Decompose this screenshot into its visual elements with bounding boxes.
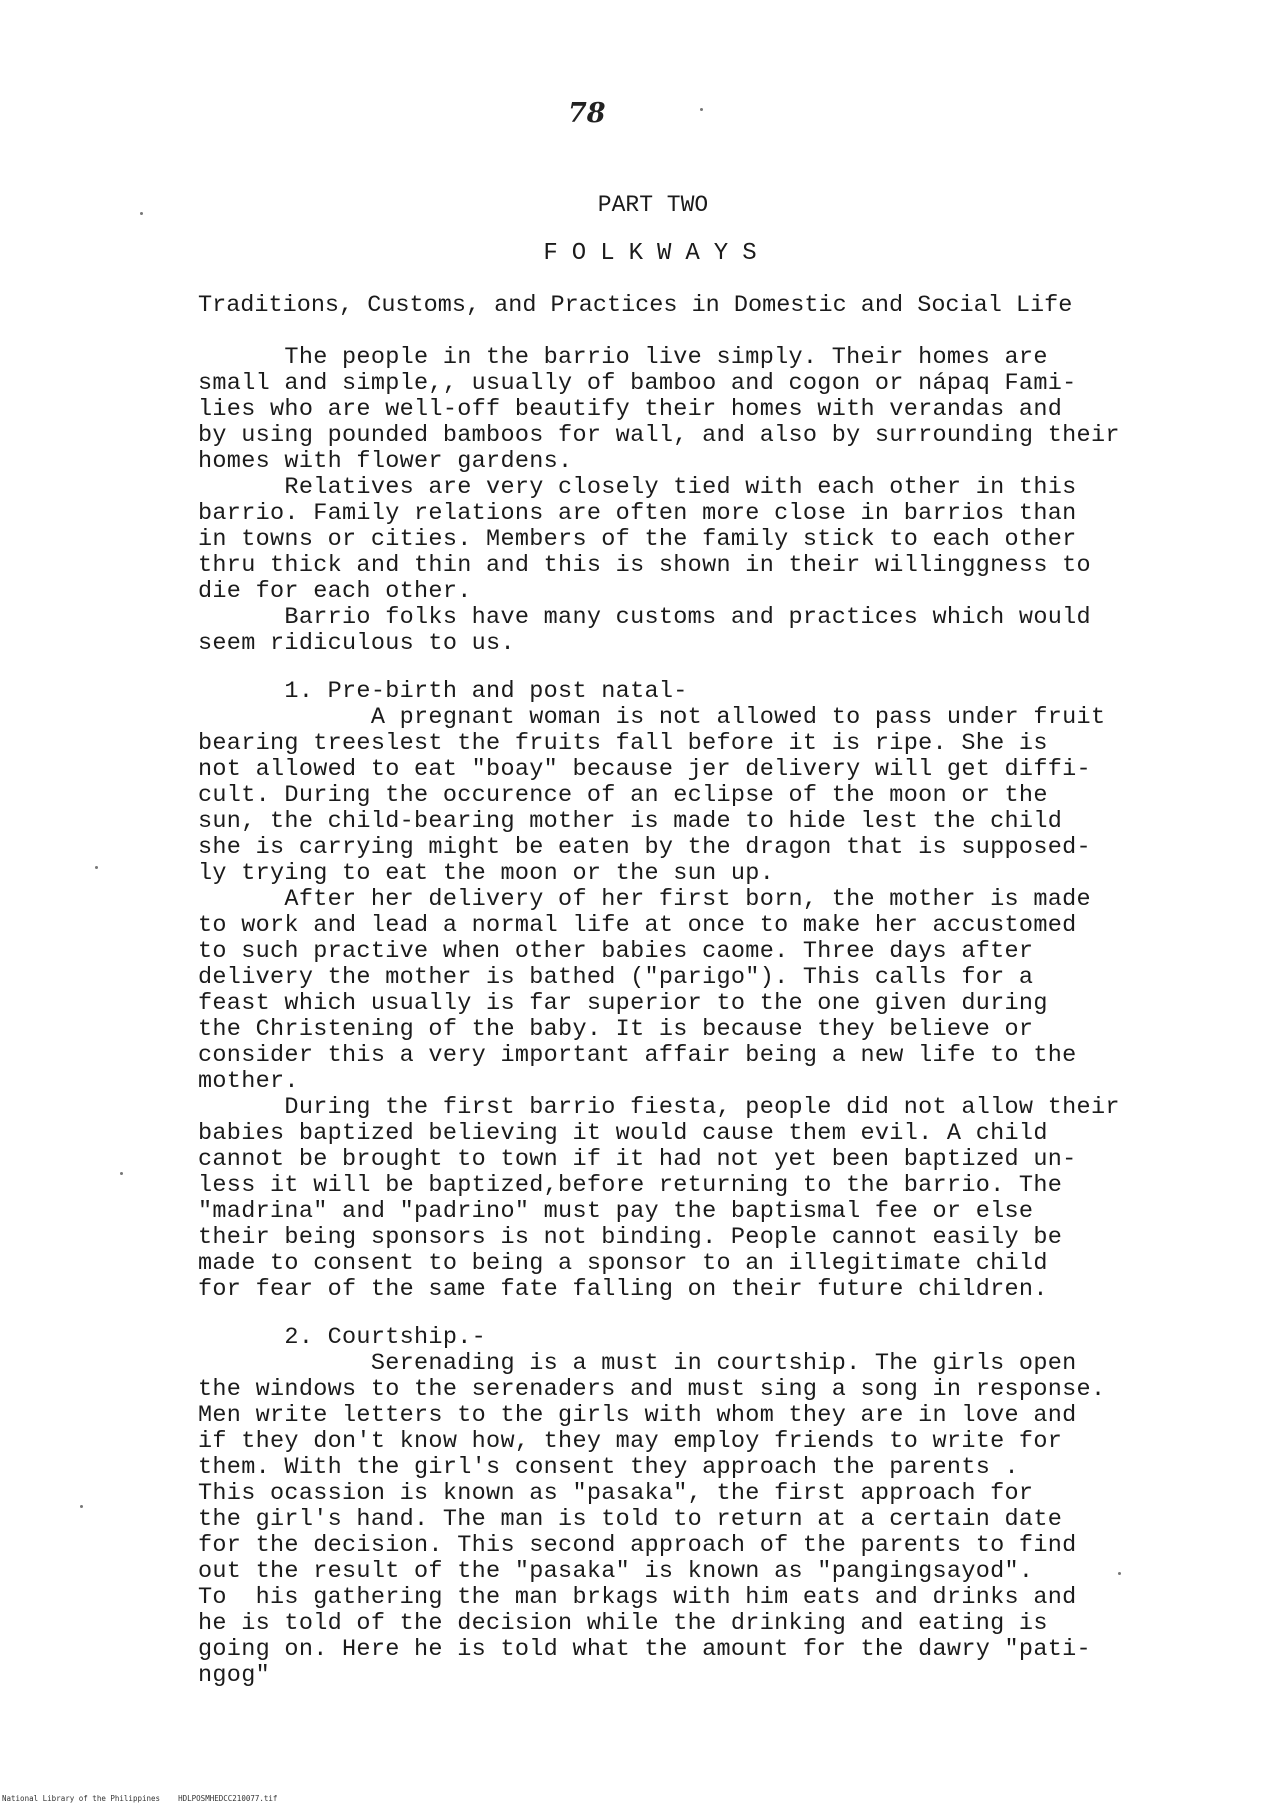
scan-speck <box>140 212 143 215</box>
scan-footer: National Library of the Philippines HDLPOSMHEDCC210077.tif <box>2 1794 278 1803</box>
body-line: out the result of the "pasaka" is known as "pangingsayod". <box>198 1558 1034 1585</box>
body-line: in towns or cities. Members of the family stick to each other <box>198 526 1077 553</box>
scan-speck <box>700 108 703 111</box>
body-line: Men write letters to the girls with whom they are in love and <box>198 1402 1077 1429</box>
body-line: cannot be brought to town if it had not yet been baptized un- <box>198 1146 1077 1173</box>
body-line: bearing treeslest the fruits fall before it is ripe. She is <box>198 730 1048 757</box>
body-line: sun, the child-bearing mother is made to hide lest the child <box>198 808 1063 835</box>
body-line: 2. Courtship.- <box>198 1324 487 1351</box>
body-line: the girl's hand. The man is told to return at a certain date <box>198 1506 1063 1533</box>
body-line: ly trying to eat the moon or the sun up. <box>198 860 775 887</box>
body-line: die for each other. <box>198 578 472 605</box>
part-heading: PART TWO <box>597 192 709 218</box>
body-line: homes with flower gardens. <box>198 448 573 475</box>
subtitle: Traditions, Customs, and Practices in Domestic and Social Life <box>198 292 1073 319</box>
body-line: if they don't know how, they may employ friends to write for <box>198 1428 1063 1455</box>
body-line: cult. During the occurence of an eclipse of the moon or the <box>198 782 1048 809</box>
body-line: 1. Pre-birth and post natal- <box>198 678 688 705</box>
body-line: Barrio folks have many customs and practices which would <box>198 604 1091 631</box>
body-line: ngog" <box>198 1662 271 1689</box>
body-line: thru thick and thin and this is shown in their willinggness to <box>198 552 1091 579</box>
body-line: During the first barrio fiesta, people did not allow their <box>198 1094 1120 1121</box>
body-line: A pregnant woman is not allowed to pass under fruit <box>198 704 1106 731</box>
body-line: This ocassion is known as "pasaka", the first approach for <box>198 1480 1034 1507</box>
body-line: mother. <box>198 1068 299 1095</box>
body-line: he is told of the decision while the drinking and eating is <box>198 1610 1048 1637</box>
body-line: To his gathering the man brkags with him eats and drinks and <box>198 1584 1077 1611</box>
body-line: Serenading is a must in courtship. The girls open <box>198 1350 1077 1377</box>
body-line: babies baptized believing it would cause them evil. A child <box>198 1120 1048 1147</box>
body-line: their being sponsors is not binding. People cannot easily be <box>198 1224 1063 1251</box>
body-line: made to consent to being a sponsor to an illegitimate child <box>198 1250 1048 1277</box>
body-line: going on. Here he is told what the amount for the dawry "pati- <box>198 1636 1091 1663</box>
page-number: 78 <box>568 98 606 129</box>
body-line: consider this a very important affair being a new life to the <box>198 1042 1077 1069</box>
body-line: Relatives are very closely tied with each other in this <box>198 474 1077 501</box>
body-line: them. With the girl's consent they approach the parents . <box>198 1454 1019 1481</box>
body-line: lies who are well-off beautify their homes with verandas and <box>198 396 1063 423</box>
scan-speck <box>1118 1572 1121 1575</box>
body-line: for the decision. This second approach of the parents to find <box>198 1532 1077 1559</box>
body-line: The people in the barrio live simply. Their homes are <box>198 344 1048 371</box>
body-line: delivery the mother is bathed ("parigo"). This calls for a <box>198 964 1034 991</box>
scan-speck <box>95 866 98 869</box>
scan-speck <box>80 1505 83 1508</box>
body-line: After her delivery of her first born, the mother is made <box>198 886 1091 913</box>
body-line: feast which usually is far superior to the one given during <box>198 990 1048 1017</box>
body-line: small and simple,, usually of bamboo and cogon or nápaq Fami- <box>198 370 1077 397</box>
body-line: to work and lead a normal life at once to make her accustomed <box>198 912 1077 939</box>
body-line: for fear of the same fate falling on their future children. <box>198 1276 1048 1303</box>
section-title: FOLKWAYS <box>543 240 771 267</box>
body-line: to such practive when other babies caome. Three days after <box>198 938 1034 965</box>
body-line: seem ridiculous to us. <box>198 630 515 657</box>
body-line: barrio. Family relations are often more close in barrios than <box>198 500 1077 527</box>
body-line: the windows to the serenaders and must sing a song in response. <box>198 1376 1106 1403</box>
body-line: by using pounded bamboos for wall, and also by surrounding their <box>198 422 1120 449</box>
body-line: the Christening of the baby. It is because they believe or <box>198 1016 1034 1043</box>
body-line: not allowed to eat "boay" because jer delivery will get diffi- <box>198 756 1091 783</box>
scan-speck <box>120 1172 123 1175</box>
body-line: "madrina" and "padrino" must pay the baptismal fee or else <box>198 1198 1034 1225</box>
body-line: less it will be baptized,before returning to the barrio. The <box>198 1172 1063 1199</box>
body-line: she is carrying might be eaten by the dragon that is supposed- <box>198 834 1091 861</box>
